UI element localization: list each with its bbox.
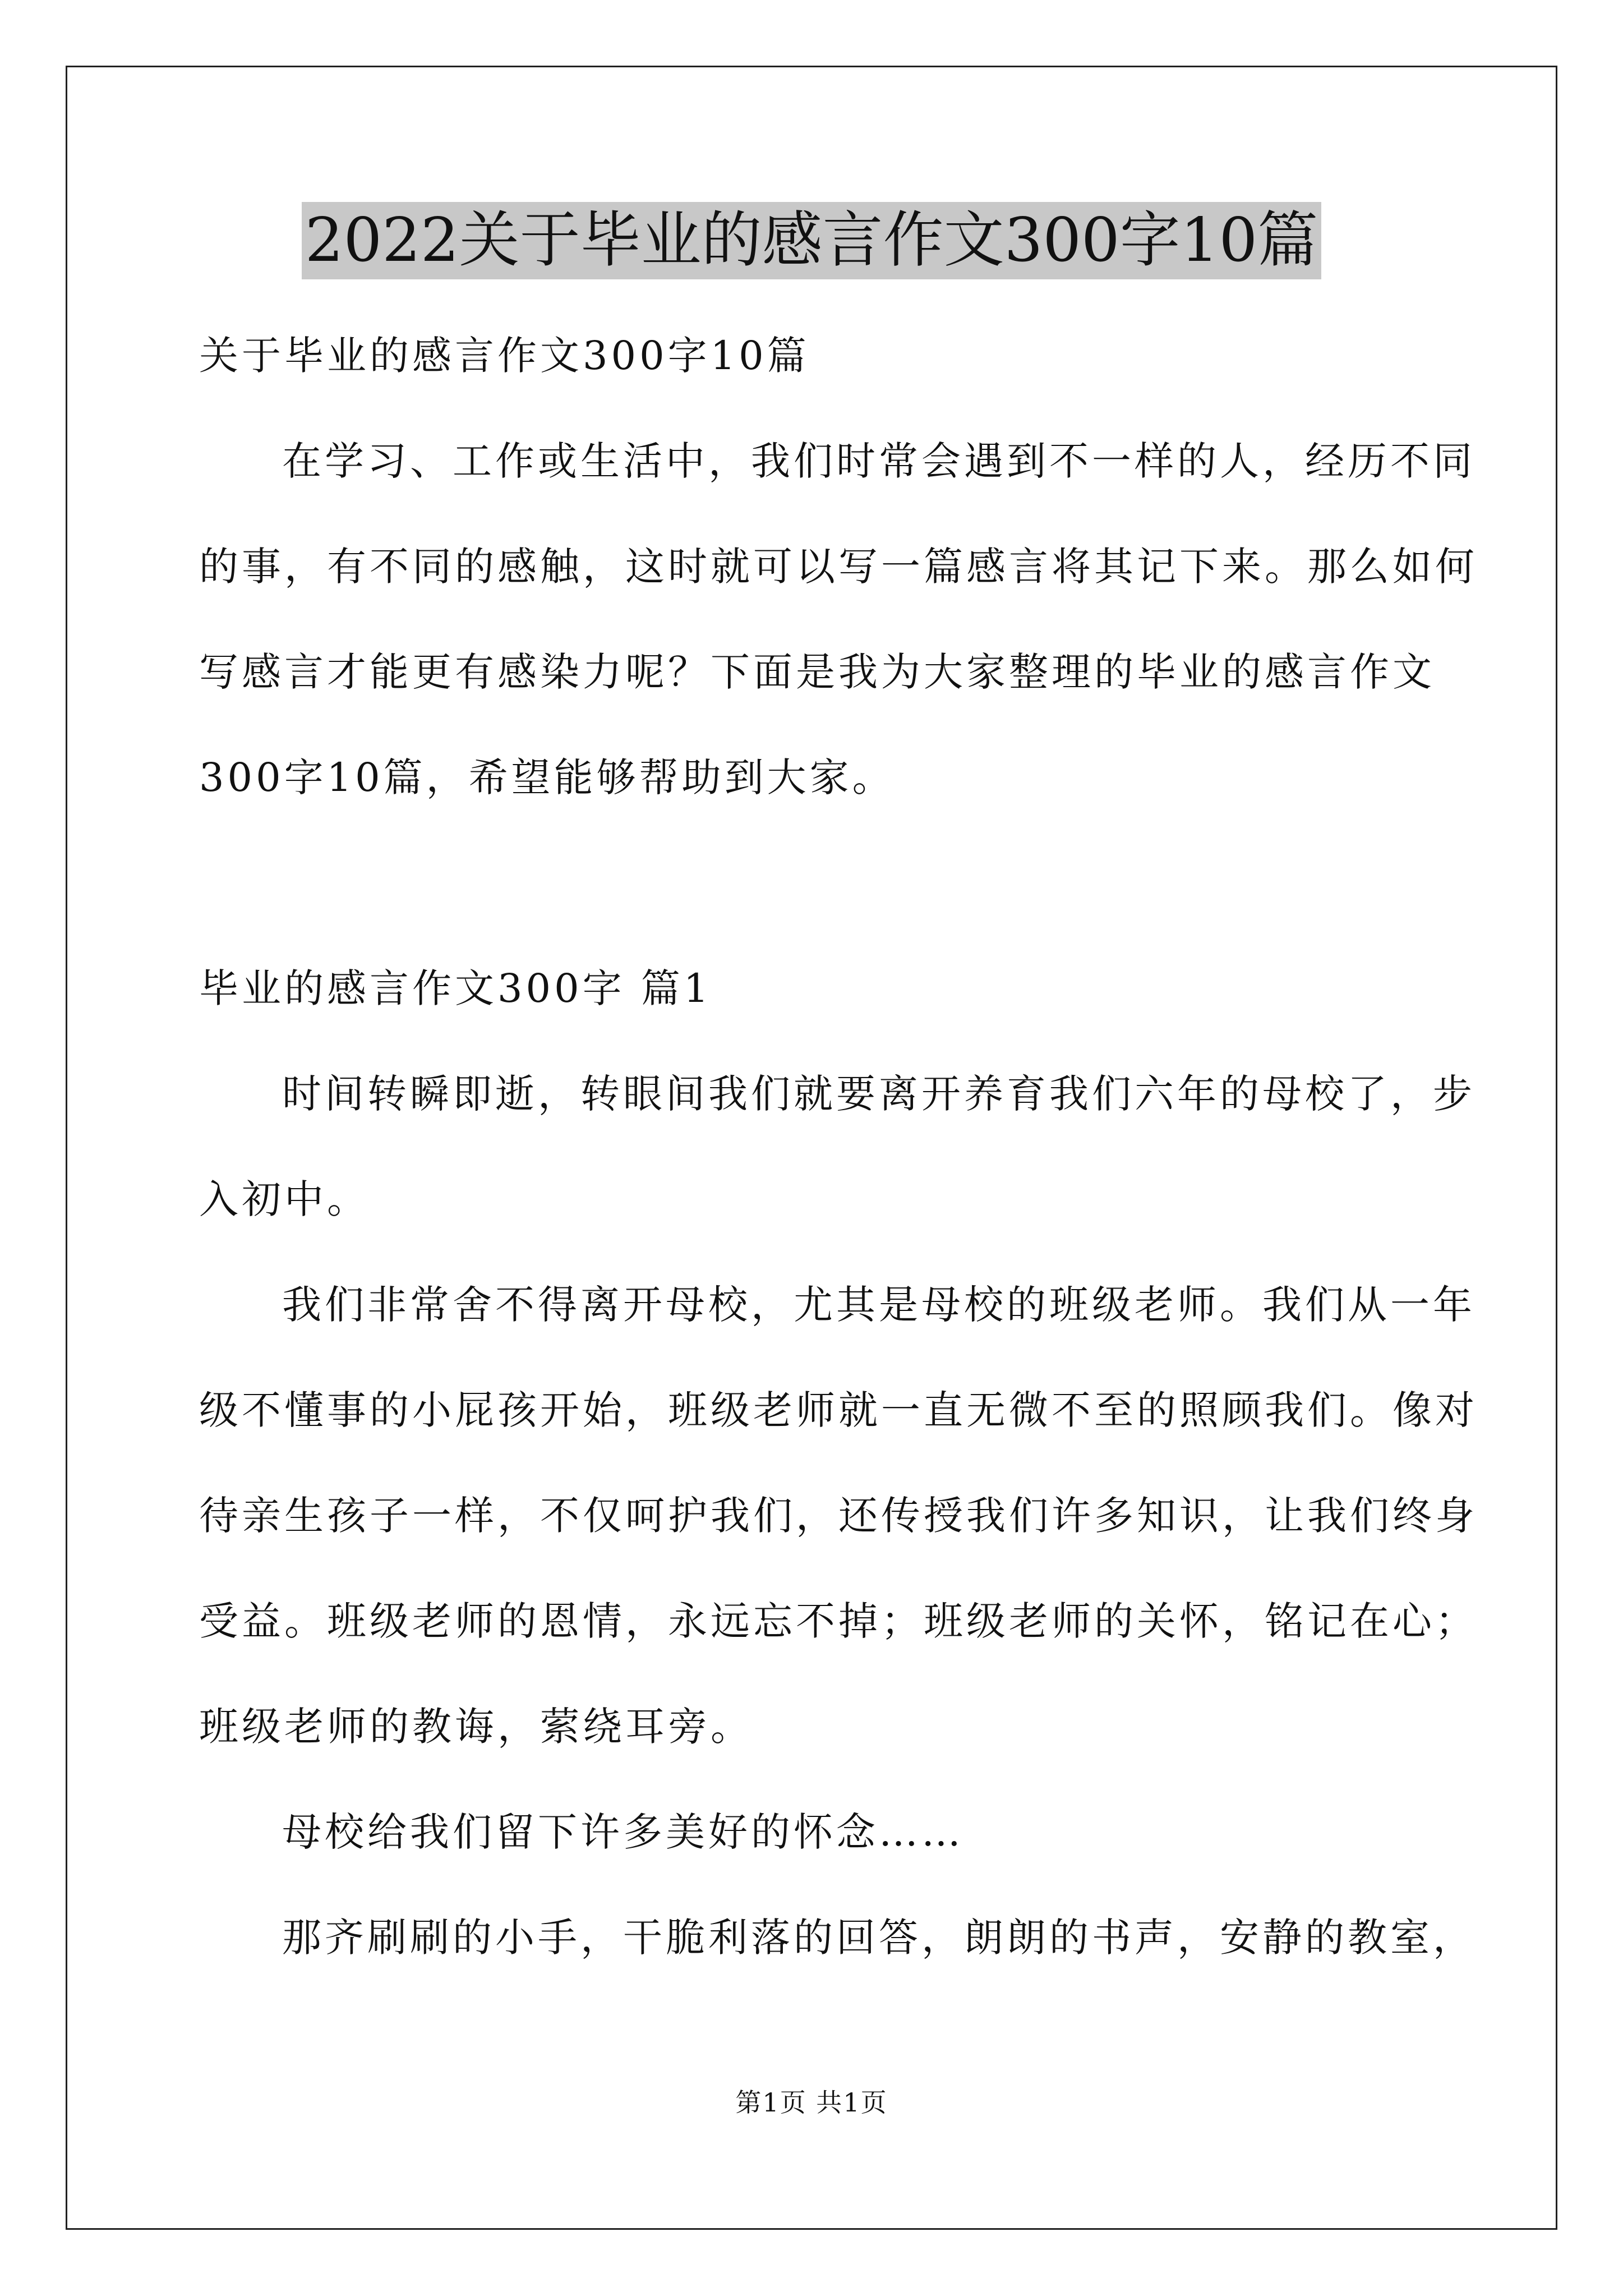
document-title: 2022关于毕业的感言作文300字10篇 [302, 202, 1321, 279]
paragraph-line: 时间转瞬即逝，转眼间我们就要离开养育我们六年的母校了，步 [282, 1071, 1476, 1117]
intro-line: 300字10篇，希望能够帮助到大家。 [199, 754, 895, 800]
document-body [199, 303, 1478, 1990]
paragraph-line: 受益。班级老师的恩情，永远忘不掉；班级老师的关怀，铭记在心； [199, 1598, 1478, 1644]
subtitle: 关于毕业的感言作文300字10篇 [199, 333, 810, 379]
paragraph-line: 母校给我们留下许多美好的怀念…… [282, 1809, 964, 1855]
paragraph-line: 级不懂事的小屁孩开始，班级老师就一直无微不至的照顾我们。像对 [199, 1387, 1478, 1433]
section-heading: 毕业的感言作文300字 篇1 [199, 965, 712, 1011]
section-gap [199, 830, 1427, 936]
paragraph-line: 那齐刷刷的小手，干脆利落的回答，朗朗的书声，安静的教室， [282, 1915, 1476, 1961]
intro-line: 在学习、工作或生活中，我们时常会遇到不一样的人，经历不同 [282, 438, 1476, 484]
title-container [0, 202, 1623, 279]
intro-line: 写感言才能更有感染力呢？下面是我为大家整理的毕业的感言作文 [199, 649, 1435, 695]
paragraph-line: 班级老师的教诲，萦绕耳旁。 [199, 1704, 753, 1750]
paragraph-line: 入初中。 [199, 1176, 370, 1222]
intro-line: 的事，有不同的感触，这时就可以写一篇感言将其记下来。那么如何 [199, 544, 1478, 590]
paragraph-line: 待亲生孩子一样，不仅呵护我们，还传授我们许多知识，让我们终身 [199, 1493, 1478, 1539]
paragraph-line: 我们非常舍不得离开母校，尤其是母校的班级老师。我们从一年 [282, 1282, 1476, 1328]
page-footer: 第1页 共1页 [735, 2087, 888, 2118]
